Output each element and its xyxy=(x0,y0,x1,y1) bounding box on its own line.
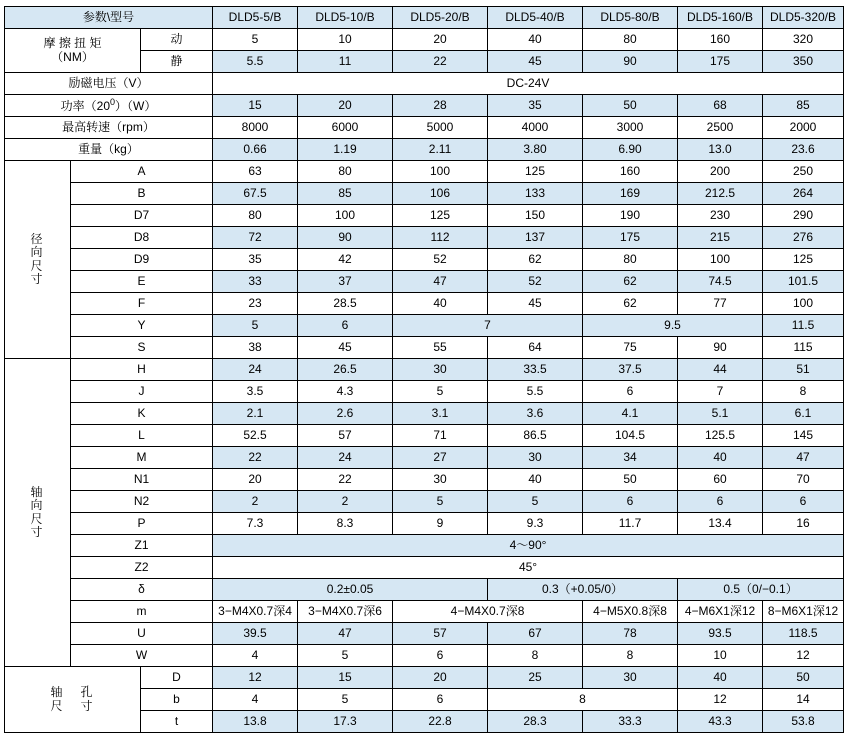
value-cell: 47 xyxy=(298,623,393,645)
value-cell: 15 xyxy=(298,667,393,689)
value-cell-merged: 14 xyxy=(763,689,844,711)
dimension-label: Z2 xyxy=(71,557,213,579)
value-cell: 264 xyxy=(763,183,844,205)
value-cell: 44 xyxy=(678,359,763,381)
value-cell: 2.1 xyxy=(213,403,298,425)
value-cell: 5 xyxy=(298,645,393,667)
value-cell: 80 xyxy=(583,29,678,51)
value-cell: 60 xyxy=(678,469,763,491)
table-row xyxy=(5,271,844,293)
table-row xyxy=(5,381,844,403)
value-cell: 215 xyxy=(678,227,763,249)
value-cell-merged: 4 xyxy=(213,689,298,711)
value-cell: 2.11 xyxy=(393,139,488,161)
value-cell: 45 xyxy=(488,293,583,315)
table-row xyxy=(5,73,844,95)
table-row xyxy=(5,337,844,359)
value-cell: 75 xyxy=(583,337,678,359)
value-cell: 28 xyxy=(393,95,488,117)
dimension-label: A xyxy=(71,161,213,183)
value-cell: 2500 xyxy=(678,117,763,139)
value-cell: 160 xyxy=(678,29,763,51)
value-cell: 3.5 xyxy=(213,381,298,403)
value-cell: 4 xyxy=(213,645,298,667)
value-cell: 77 xyxy=(678,293,763,315)
value-cell: 52 xyxy=(488,271,583,293)
value-cell: 45 xyxy=(488,51,583,73)
value-cell: 276 xyxy=(763,227,844,249)
table-row xyxy=(5,491,844,513)
value-cell: 5 xyxy=(393,381,488,403)
value-cell: 6 xyxy=(393,645,488,667)
value-cell: 40 xyxy=(393,293,488,315)
header-model-4: DLD5-80/B xyxy=(583,7,678,29)
value-cell: 175 xyxy=(583,227,678,249)
value-cell: 40 xyxy=(678,447,763,469)
value-cell: 125 xyxy=(488,161,583,183)
value-cell: 30 xyxy=(583,667,678,689)
value-cell: 3.6 xyxy=(488,403,583,425)
value-cell: 320 xyxy=(763,29,844,51)
value-cell-merged: 4～90° xyxy=(213,535,844,557)
dimension-label: δ xyxy=(71,579,213,601)
value-cell: 70 xyxy=(763,469,844,491)
value-cell: 2 xyxy=(213,491,298,513)
value-cell: 8000 xyxy=(213,117,298,139)
table-row xyxy=(5,447,844,469)
dimension-label: W xyxy=(71,645,213,667)
value-cell: 5.5 xyxy=(488,381,583,403)
table-row xyxy=(5,227,844,249)
table-row xyxy=(5,117,844,139)
value-cell-merged: 0.3（+0.05/0） xyxy=(488,579,678,601)
value-cell: 71 xyxy=(393,425,488,447)
value-cell: 30 xyxy=(393,359,488,381)
value-cell: 39.5 xyxy=(213,623,298,645)
value-cell: 80 xyxy=(298,161,393,183)
dimension-label: P xyxy=(71,513,213,535)
dimension-label: b xyxy=(141,689,213,711)
value-cell: 100 xyxy=(678,249,763,271)
value-cell: 38 xyxy=(213,337,298,359)
value-cell-merged: 3−M4X0.7深4 xyxy=(213,601,298,623)
value-cell: 150 xyxy=(488,205,583,227)
value-cell: 13.4 xyxy=(678,513,763,535)
value-cell: 23 xyxy=(213,293,298,315)
table-row xyxy=(5,205,844,227)
dimension-label: U xyxy=(71,623,213,645)
value-cell: 8 xyxy=(583,645,678,667)
row-label-torque: 摩 擦 扭 矩 （NM） xyxy=(5,29,141,73)
value-cell: 125 xyxy=(393,205,488,227)
value-cell: 78 xyxy=(583,623,678,645)
row-label-power: 功率$(20^0)(W)$ xyxy=(5,95,213,117)
table-row xyxy=(5,579,844,601)
value-cell: 51 xyxy=(763,359,844,381)
value-cell: 290 xyxy=(763,205,844,227)
value-cell: 34 xyxy=(583,447,678,469)
value-cell: 2.6 xyxy=(298,403,393,425)
dimension-label: S xyxy=(71,337,213,359)
table-row xyxy=(5,315,844,337)
value-cell: 4.3 xyxy=(298,381,393,403)
dimension-label: D9 xyxy=(71,249,213,271)
row-label-voltage: 励磁电压（V） xyxy=(5,73,213,95)
table-row xyxy=(5,425,844,447)
value-cell: 8 xyxy=(488,645,583,667)
value-cell-merged: 8 xyxy=(488,689,678,711)
value-cell: 37.5 xyxy=(583,359,678,381)
value-cell: 86.5 xyxy=(488,425,583,447)
value-cell: 15 xyxy=(213,95,298,117)
header-model-2: DLD5-20/B xyxy=(393,7,488,29)
table-row xyxy=(5,29,844,51)
value-cell: 20 xyxy=(393,29,488,51)
value-cell-merged: 0.2±0.05 xyxy=(213,579,488,601)
value-cell-merged: 4−M4X0.7深8 xyxy=(393,601,583,623)
value-cell-merged: 12 xyxy=(678,689,763,711)
value-cell: 22.8 xyxy=(393,711,488,733)
value-cell: 20 xyxy=(213,469,298,491)
value-cell: 28.5 xyxy=(298,293,393,315)
dimension-label: D xyxy=(141,667,213,689)
value-cell: 55 xyxy=(393,337,488,359)
value-cell: 6 xyxy=(583,381,678,403)
value-cell: 33.5 xyxy=(488,359,583,381)
row-sublabel-dynamic: 动 xyxy=(141,29,213,51)
value-cell: 13.0 xyxy=(678,139,763,161)
value-cell: 6.90 xyxy=(583,139,678,161)
dimension-label: Y xyxy=(71,315,213,337)
value-cell: 118.5 xyxy=(763,623,844,645)
table-row xyxy=(5,513,844,535)
table-row xyxy=(5,183,844,205)
value-cell: 11.7 xyxy=(583,513,678,535)
value-cell: 3000 xyxy=(583,117,678,139)
value-cell: 9 xyxy=(393,513,488,535)
header-model-3: DLD5-40/B xyxy=(488,7,583,29)
value-cell: 2 xyxy=(298,491,393,513)
value-cell: 68 xyxy=(678,95,763,117)
value-cell: 115 xyxy=(763,337,844,359)
row-label-max-speed: 最高转速（rpm） xyxy=(5,117,213,139)
value-cell: 64 xyxy=(488,337,583,359)
row-sublabel-static: 静 xyxy=(141,51,213,73)
value-cell: 80 xyxy=(583,249,678,271)
value-cell: 6 xyxy=(763,491,844,513)
value-cell: 24 xyxy=(298,447,393,469)
value-cell-merged: 6 xyxy=(298,315,393,337)
value-cell: 42 xyxy=(298,249,393,271)
table-row xyxy=(5,469,844,491)
value-cell: 4000 xyxy=(488,117,583,139)
value-cell: 350 xyxy=(763,51,844,73)
value-cell: 101.5 xyxy=(763,271,844,293)
dimension-label: N2 xyxy=(71,491,213,513)
dimension-label: D7 xyxy=(71,205,213,227)
value-cell: 10 xyxy=(678,645,763,667)
value-cell-merged: 11.5 xyxy=(763,315,844,337)
value-cell: 22 xyxy=(393,51,488,73)
table-row xyxy=(5,645,844,667)
value-cell: 80 xyxy=(213,205,298,227)
value-cell: 85 xyxy=(763,95,844,117)
dimension-label: Z1 xyxy=(71,535,213,557)
value-cell: 28.3 xyxy=(488,711,583,733)
value-cell: 137 xyxy=(488,227,583,249)
value-cell: 5.1 xyxy=(678,403,763,425)
value-cell-merged: DC-24V xyxy=(213,73,844,95)
value-cell: 4.1 xyxy=(583,403,678,425)
value-cell: 230 xyxy=(678,205,763,227)
header-param-label: 参数\型号 xyxy=(5,7,213,29)
value-cell: 57 xyxy=(298,425,393,447)
value-cell: 7.3 xyxy=(213,513,298,535)
value-cell: 175 xyxy=(678,51,763,73)
value-cell: 52 xyxy=(393,249,488,271)
value-cell-merged: 3−M4X0.7深6 xyxy=(298,601,393,623)
value-cell: 5 xyxy=(393,491,488,513)
value-cell: 50 xyxy=(583,95,678,117)
table-row xyxy=(5,535,844,557)
table-row xyxy=(5,667,844,689)
value-cell-merged: 0.5（0/−0.1） xyxy=(678,579,844,601)
value-cell: 112 xyxy=(393,227,488,249)
value-cell: 35 xyxy=(213,249,298,271)
dimension-label: D8 xyxy=(71,227,213,249)
value-cell: 12 xyxy=(763,645,844,667)
table-row xyxy=(5,359,844,381)
value-cell: 25 xyxy=(488,667,583,689)
row-label-weight: 重量（kg） xyxy=(5,139,213,161)
value-cell: 100 xyxy=(393,161,488,183)
value-cell: 11 xyxy=(298,51,393,73)
value-cell: 50 xyxy=(583,469,678,491)
table-row xyxy=(5,249,844,271)
value-cell: 104.5 xyxy=(583,425,678,447)
value-cell: 6 xyxy=(583,491,678,513)
value-cell: 5 xyxy=(213,29,298,51)
value-cell: 16 xyxy=(763,513,844,535)
value-cell: 5.5 xyxy=(213,51,298,73)
value-cell: 7 xyxy=(678,381,763,403)
value-cell: 160 xyxy=(583,161,678,183)
table-row xyxy=(5,95,844,117)
value-cell: 2000 xyxy=(763,117,844,139)
value-cell: 212.5 xyxy=(678,183,763,205)
value-cell: 72 xyxy=(213,227,298,249)
dimension-label: N1 xyxy=(71,469,213,491)
value-cell: 37 xyxy=(298,271,393,293)
table-row xyxy=(5,293,844,315)
value-cell: 40 xyxy=(488,469,583,491)
value-cell: 145 xyxy=(763,425,844,447)
value-cell: 1.19 xyxy=(298,139,393,161)
dimension-label: L xyxy=(71,425,213,447)
value-cell: 93.5 xyxy=(678,623,763,645)
table-row xyxy=(5,161,844,183)
group-label-bore: 轴 孔 尺 寸 xyxy=(5,667,141,733)
dimension-label: J xyxy=(71,381,213,403)
value-cell: 85 xyxy=(298,183,393,205)
value-cell: 23.6 xyxy=(763,139,844,161)
value-cell: 12 xyxy=(213,667,298,689)
value-cell: 30 xyxy=(393,469,488,491)
value-cell: 125.5 xyxy=(678,425,763,447)
value-cell: 106 xyxy=(393,183,488,205)
value-cell: 200 xyxy=(678,161,763,183)
value-cell: 3.1 xyxy=(393,403,488,425)
value-cell: 24 xyxy=(213,359,298,381)
value-cell: 5 xyxy=(488,491,583,513)
dimension-label: H xyxy=(71,359,213,381)
header-model-6: DLD5-320/B xyxy=(763,7,844,29)
value-cell: 26.5 xyxy=(298,359,393,381)
value-cell: 63 xyxy=(213,161,298,183)
value-cell: 62 xyxy=(488,249,583,271)
value-cell: 17.3 xyxy=(298,711,393,733)
value-cell: 52.5 xyxy=(213,425,298,447)
value-cell: 100 xyxy=(298,205,393,227)
value-cell: 90 xyxy=(678,337,763,359)
value-cell: 0.66 xyxy=(213,139,298,161)
value-cell-merged: 5 xyxy=(213,315,298,337)
value-cell: 33 xyxy=(213,271,298,293)
value-cell: 169 xyxy=(583,183,678,205)
value-cell: 90 xyxy=(298,227,393,249)
value-cell: 90 xyxy=(583,51,678,73)
value-cell: 190 xyxy=(583,205,678,227)
value-cell: 45 xyxy=(298,337,393,359)
value-cell: 35 xyxy=(488,95,583,117)
value-cell: 74.5 xyxy=(678,271,763,293)
value-cell: 57 xyxy=(393,623,488,645)
value-cell-merged: 7 xyxy=(393,315,583,337)
table-row xyxy=(5,623,844,645)
value-cell: 47 xyxy=(763,447,844,469)
header-model-5: DLD5-160/B xyxy=(678,7,763,29)
value-cell: 67 xyxy=(488,623,583,645)
value-cell: 43.3 xyxy=(678,711,763,733)
value-cell: 9.3 xyxy=(488,513,583,535)
value-cell-merged: 45° xyxy=(213,557,844,579)
value-cell: 33.3 xyxy=(583,711,678,733)
value-cell-merged: 4−M6X1深12 xyxy=(678,601,763,623)
value-cell: 8 xyxy=(763,381,844,403)
table-header-row xyxy=(5,7,844,29)
group-label-axial: 轴 向 尺 寸 xyxy=(5,359,71,667)
dimension-label: F xyxy=(71,293,213,315)
specification-table xyxy=(4,6,844,733)
value-cell: 50 xyxy=(763,667,844,689)
value-cell: 8.3 xyxy=(298,513,393,535)
value-cell: 125 xyxy=(763,249,844,271)
value-cell: 10 xyxy=(298,29,393,51)
value-cell: 3.80 xyxy=(488,139,583,161)
value-cell: 62 xyxy=(583,293,678,315)
value-cell: 47 xyxy=(393,271,488,293)
dimension-label: t xyxy=(141,711,213,733)
value-cell: 6.1 xyxy=(763,403,844,425)
value-cell: 40 xyxy=(678,667,763,689)
value-cell: 53.8 xyxy=(763,711,844,733)
value-cell: 67.5 xyxy=(213,183,298,205)
value-cell: 20 xyxy=(298,95,393,117)
value-cell: 6 xyxy=(678,491,763,513)
group-label-radial: 径 向 尺 寸 xyxy=(5,161,71,359)
table-row xyxy=(5,557,844,579)
value-cell: 100 xyxy=(763,293,844,315)
value-cell-merged: 6 xyxy=(393,689,488,711)
value-cell: 40 xyxy=(488,29,583,51)
header-model-0: DLD5-5/B xyxy=(213,7,298,29)
value-cell-merged: 8−M6X1深12 xyxy=(763,601,844,623)
header-model-1: DLD5-10/B xyxy=(298,7,393,29)
value-cell: 30 xyxy=(488,447,583,469)
table-row xyxy=(5,403,844,425)
dimension-label: K xyxy=(71,403,213,425)
dimension-label: M xyxy=(71,447,213,469)
value-cell: 27 xyxy=(393,447,488,469)
dimension-label: E xyxy=(71,271,213,293)
value-cell: 13.8 xyxy=(213,711,298,733)
value-cell-merged: 9.5 xyxy=(583,315,763,337)
value-cell-merged: 5 xyxy=(298,689,393,711)
table-body xyxy=(5,7,844,733)
table-row xyxy=(5,139,844,161)
dimension-label: B xyxy=(71,183,213,205)
table-row xyxy=(5,601,844,623)
value-cell: 22 xyxy=(213,447,298,469)
value-cell: 62 xyxy=(583,271,678,293)
value-cell: 20 xyxy=(393,667,488,689)
value-cell: 250 xyxy=(763,161,844,183)
value-cell-merged: 4−M5X0.8深8 xyxy=(583,601,678,623)
value-cell: 5000 xyxy=(393,117,488,139)
dimension-label: m xyxy=(71,601,213,623)
value-cell: 22 xyxy=(298,469,393,491)
value-cell: 6000 xyxy=(298,117,393,139)
value-cell: 133 xyxy=(488,183,583,205)
